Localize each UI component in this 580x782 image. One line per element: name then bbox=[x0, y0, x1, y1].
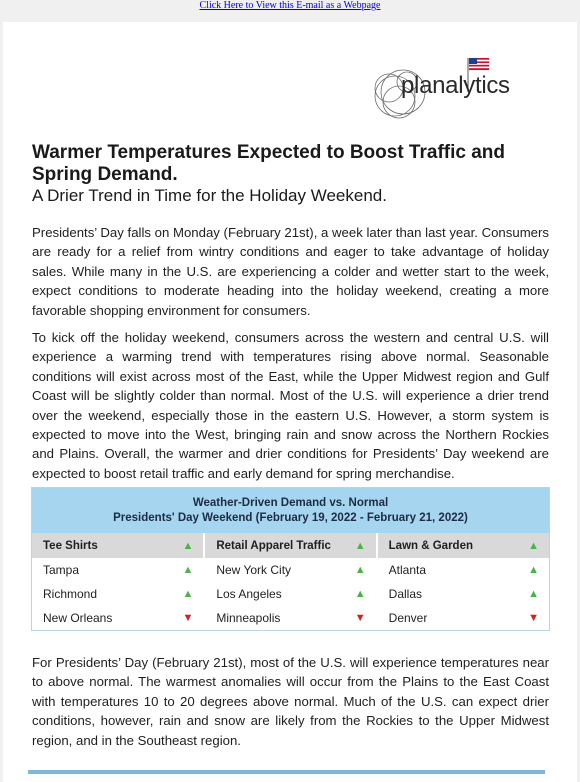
presidents-day-paragraph: For Presidents’ Day (February 21st), most of the U.S. will experience temperatures near to above normal. The warmest anomalies will occur from the Plains to the East Coast with temperatures 10 to 20 degrees above normal. Much of the U.S. can expect drier conditions, however, rain and snow are likely from the Rockies to the Upper Midwest region, and in the Southeast region. bbox=[32, 655, 549, 748]
up-arrow-icon: ▲ bbox=[528, 564, 539, 576]
demand-table-title bbox=[32, 488, 549, 533]
city-name: Atlanta bbox=[388, 563, 427, 577]
up-arrow-icon: ▲ bbox=[182, 564, 194, 576]
up-arrow-icon: ▲ bbox=[354, 539, 366, 552]
city-name: Dallas bbox=[388, 587, 423, 601]
table-row bbox=[32, 606, 549, 630]
section-divider bbox=[28, 770, 545, 774]
intro-paragraph: Presidents’ Day falls on Monday (February 21st), a week later than last year. Consumers are ready for a relief from wintry conditions and eager to take advantage of holiday sales. While many in the U.S. are experiencing a colder and wetter start to the week, expect conditions to moderate heading into the holiday weekend, creating a more favorable shopping environment for consumers. bbox=[32, 225, 549, 318]
column-header: Lawn & Garden ▲ bbox=[377, 533, 549, 558]
city-name: Denver bbox=[388, 611, 428, 625]
table-row bbox=[32, 582, 549, 606]
table-row bbox=[32, 558, 549, 582]
up-arrow-icon: ▲ bbox=[182, 588, 194, 600]
column-header: Retail Apparel Traffic ▲ bbox=[204, 533, 376, 558]
up-arrow-icon: ▲ bbox=[528, 539, 539, 552]
city-name: Tampa bbox=[43, 563, 80, 577]
city-name: Los Angeles bbox=[216, 587, 282, 601]
city-name: Richmond bbox=[43, 587, 98, 601]
down-arrow-icon: ▼ bbox=[354, 612, 366, 624]
headline: Warmer Temperatures Expected to Boost Traffic and Spring Demand. bbox=[32, 142, 506, 185]
city-name: New York City bbox=[216, 563, 292, 577]
demand-grid bbox=[32, 533, 549, 630]
email-card bbox=[3, 22, 577, 782]
down-arrow-icon: ▼ bbox=[528, 612, 539, 624]
forecast-paragraph: To kick off the holiday weekend, consumers across the western and central U.S. will experience a warming trend with temperatures rising above normal. Seasonable conditions will exist across most of the East, while the Upper Midwest region and Gulf Coast will be slightly colder than normal. Most of the U.S. will experience a drier trend over the weekend, especially those in the eastern U.S. However, a storm system is expected to move into the West, bringing rain and snow across the Northern Rockies and Plains. Overall, the warmer and drier conditions for Presidents’ Day weekend are expected to boost retail traffic and early demand for spring merchandise. bbox=[32, 330, 549, 481]
up-arrow-icon: ▲ bbox=[354, 564, 366, 576]
view-as-webpage-link[interactable]: Click Here to View this E-mail as a Webpage bbox=[199, 0, 381, 11]
subheadline: A Drier Trend in Time for the Holiday Weekend. bbox=[32, 186, 387, 205]
down-arrow-icon: ▼ bbox=[182, 612, 194, 624]
planalytics-logo[interactable] bbox=[365, 52, 535, 132]
up-arrow-icon: ▲ bbox=[528, 588, 539, 600]
up-arrow-icon: ▲ bbox=[354, 588, 366, 600]
column-header: Tee Shirts ▲ bbox=[32, 533, 204, 558]
table-title-line1: Weather-Driven Demand vs. Normal bbox=[192, 497, 389, 509]
demand-table bbox=[31, 487, 550, 631]
up-arrow-icon: ▲ bbox=[182, 539, 194, 552]
logo-wordmark: planalytics bbox=[401, 72, 510, 99]
city-name: New Orleans bbox=[43, 611, 113, 625]
table-title-line2: Presidents' Day Weekend (February 19, 2022 - February 21, 2022) bbox=[113, 512, 468, 524]
city-name: Minneapolis bbox=[216, 611, 281, 625]
top-bar bbox=[0, 0, 580, 22]
